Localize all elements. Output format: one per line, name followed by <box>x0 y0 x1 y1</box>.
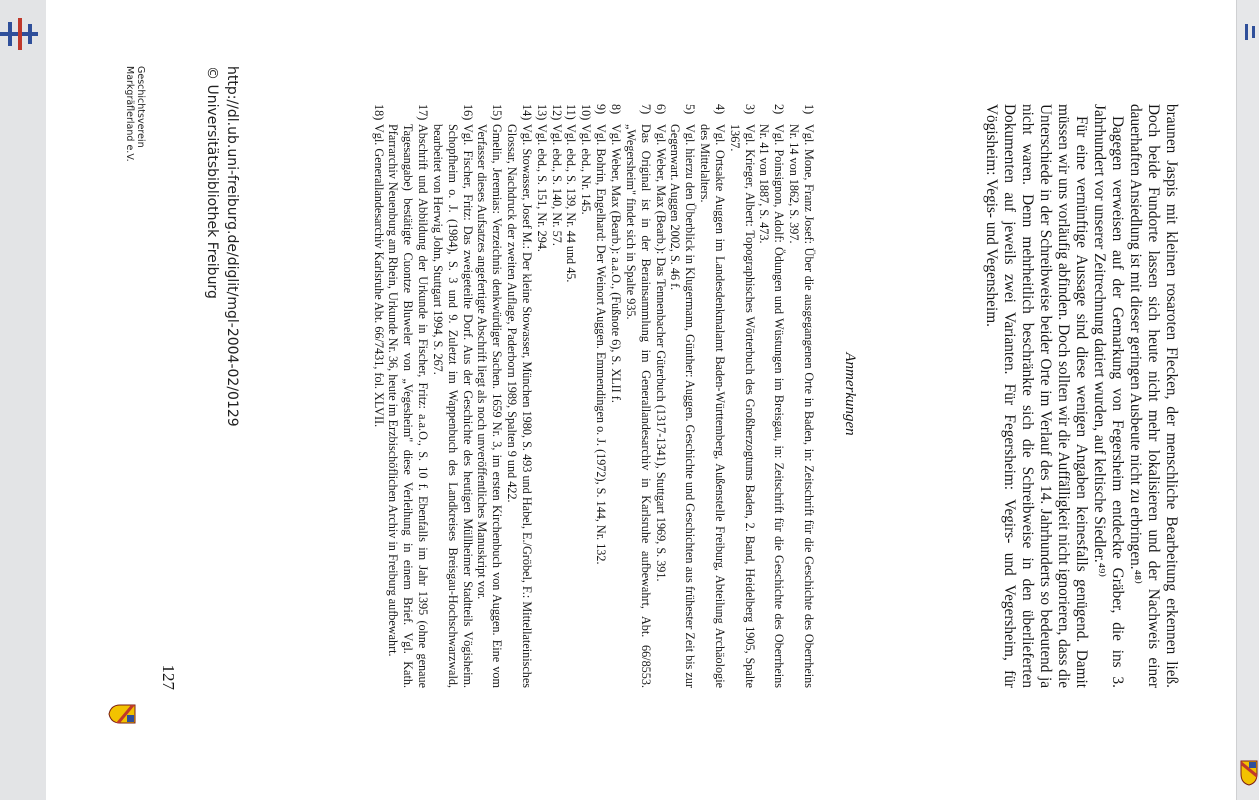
society-line: Markgräflerland e.V. <box>124 66 135 162</box>
page-number: 127 <box>159 664 178 690</box>
footnote-number: 17) <box>416 104 431 121</box>
footnote-number: 15) <box>490 104 505 121</box>
society-line: Geschichtsverein <box>135 66 146 148</box>
footnotes-list <box>371 104 816 688</box>
footnote <box>593 104 608 688</box>
body-paragraph: braunen Jaspis mit kleinen rosaroten Flecken, der menschliche Bearbeitung erkennen ließ. Doch beide Fundorte lassen sich heute nicht mehr lokalisieren und der Nachweis einer dauerhaften Ansiedlung ist mit dieser geringen Ausbeute nicht zu erbringen.⁴⁸⁾ <box>1127 104 1180 688</box>
society-credit <box>124 66 146 266</box>
footnote <box>564 104 579 688</box>
footnote <box>475 104 505 688</box>
footnote-text: Vgl. Poinsignon, Adolf: Ödungen und Wüstungen im Breisgau, in: Zeitschrift für die Geschichte des Oberrheins Nr. 41 von 1887, S. 473. <box>757 124 787 688</box>
footnote-number: 16) <box>460 104 475 121</box>
notes-heading: Anmerkungen <box>842 352 858 436</box>
footnote-number: 5) <box>683 104 698 115</box>
footnote-number: 9) <box>594 104 609 115</box>
footnote-number: 13) <box>534 104 549 121</box>
page-edge-divider <box>1236 0 1237 800</box>
copyright-notice: © Universitätsbibliothek Freiburg <box>204 66 220 299</box>
footnote-number: 2) <box>772 104 787 115</box>
viewer-left-strip <box>0 0 46 800</box>
page-content-rotated <box>90 66 1180 694</box>
footnote <box>504 104 534 688</box>
footnote <box>549 104 564 688</box>
footnote <box>608 104 623 688</box>
footnote-number: 10) <box>579 104 594 121</box>
footnote-text: Vgl. Weber, Max (Bearb.): a.a.O., (Fußnote 6), S. XLII f. <box>609 124 624 403</box>
footnote-text: Vgl. Ortsakte Auggen im Landesdenkmalamt Baden-Württemberg, Außenstelle Freiburg, Abteilung Archäologie des Mittelalters. <box>698 124 727 688</box>
footnote-number: 12) <box>549 104 564 121</box>
footnote-number: 4) <box>712 104 727 115</box>
footnote <box>579 104 594 688</box>
footnote-text: Das Original ist in der Berainsammlung im Generallandesarchiv in Karlsruhe aufbewahrt, Abt. 66/8553. „Wegersheim" findet sich in Spalte 935. <box>623 124 653 688</box>
society-crest-icon <box>108 704 136 724</box>
footnote <box>668 104 698 688</box>
footnote <box>371 104 386 688</box>
footnote-text: Vgl. ebd., Nr. 145. <box>579 124 594 215</box>
footnote <box>757 104 787 688</box>
footnote-number: 18) <box>371 104 386 121</box>
footnote-text: Vgl. ebd., S. 139, Nr. 44 und 45. <box>564 124 579 283</box>
footnote-number: 8) <box>609 104 624 115</box>
footnote-text: Vgl. hierzu den Überblick in Klugermann, Günther: Auggen. Geschichte und Geschichten aus frühester Zeit bis zur Gegenwart. Auggen 2002, S. 46 f. <box>668 124 698 688</box>
footnote <box>786 104 816 688</box>
scanned-page <box>50 0 1236 800</box>
footnote-number: 3) <box>742 104 757 115</box>
footnote-text: Vgl. Fischer, Fritz: Das zweigeteilte Dorf. Aus der Geschichte des heutigen Müllheimer Stadtteils Vögisheim. Schopfheim o. J. (1984), S. 3 und 9. Zuletzt im Wappenbuch des Landkreises Breisgau-Hochschwarzwald, bearbeitet von Herwig John, Stuttgart 1994, S. 267. <box>430 124 475 688</box>
body-paragraph: Für eine vernünftige Aussage sind diese wenigen Angaben keinesfalls genügend. Damit müssen wir uns vorläufig abfinden. Doch sollten wir die Auffälligkeit nicht ignorieren, dass die Unterschiede in der Schreibweise beider Orte im Verlauf des 14. Jahrhunderts so bedeutend ja nicht waren. Denn mehrheitlich beschränkte sich die Schreibweise in den überlieferten Dokumenten auf jeweils zwei Varianten. Für Fegersheim: Vegirs- und Vegersheim, für Vögisheim: Vegis- und Vegensheim. <box>983 104 1090 688</box>
body-paragraph: Dagegen verweisen auf der Gemarkung von Fegersheim entdeckte Gräber, die ins 3. Jahrhundert vor unserer Zeitrechnung datiert wurden, auf keltische Siedler.⁴⁹⁾ <box>1091 104 1126 688</box>
footnote-number: 7) <box>638 104 653 115</box>
society-crest-icon <box>1240 760 1258 786</box>
footnote-text: Vgl. ebd., S. 140, Nr. 57. <box>549 124 564 246</box>
footnote-number: 6) <box>653 104 668 115</box>
footnote <box>697 104 727 688</box>
footnote-number: 14) <box>519 104 534 121</box>
footnote <box>653 104 668 688</box>
footnote-text: Vgl. Krieger, Albert: Topographisches Wörterbuch des Großherzogtums Baden, 2. Band, Heidelberg 1905, Spalte 1367. <box>727 124 757 688</box>
permalink-url[interactable]: http://dl.ub.uni-freiburg.de/diglit/mgl-2004-02/0129 <box>224 66 240 427</box>
footnote <box>727 104 757 688</box>
footnote <box>623 104 653 688</box>
footnote <box>534 104 549 688</box>
footnote-number: 11) <box>564 104 579 120</box>
footnote-text: Vgl. Weber, Max (Bearb.): Das Tennenbacher Güterbuch (1317-1341), Stuttgart 1969, S. 391. <box>653 124 668 582</box>
footnote-text: Vgl. Generallandesarchiv Karlsruhe Abt. 66/7431, fol. XLVII. <box>371 124 386 428</box>
viewer-right-strip <box>1236 0 1259 800</box>
body-text <box>982 104 1180 688</box>
footnote <box>430 104 475 688</box>
footnote-number: 1) <box>802 104 816 115</box>
footnote-text: Vgl. Mone, Franz Josef: Über die ausgegangenen Orte in Baden, in: Zeitschrift für die Geschichte des Oberrheins Nr. 14 von 1862, S. 397. <box>787 124 816 688</box>
footnote-text: Abschrift und Abbildung der Urkunde in Fischer, Fritz: a.a.O., S. 10 f. Ebenfalls im Jahr 1395 (ohne genaue Tagesangabe) bestätigte Cuontze Bluweler von „Vegesheim" diese Verleihung in einem Brief. Vgl. Kath. Pfarrarchiv Neuenburg am Rhein, Urkunde Nr. 36, heute im Erzbischöflichen Archiv in Freiburg aufbewahrt. <box>386 124 431 688</box>
footnote <box>386 104 431 688</box>
footnote-text: Gmelin, Jeremias: Verzeichnis denkwürdiger Sachen. 1659 Nr. 3, im ersten Kirchenbuch von Auggen. Eine vom Verfasser dieses Aufsatzes angefertigte Abschrift liegt als noch unveröffentliches Manuskript vor. <box>475 124 505 688</box>
footnote-text: Vgl. ebd., S. 151, Nr. 294. <box>534 124 549 252</box>
ub-freiburg-logo-icon <box>0 14 46 54</box>
ub-freiburg-logo-icon <box>1243 22 1257 42</box>
footnote-text: Vgl. Bohrin, Engelhard: Der Weinort Auggen. Emmendingen o. J. (1972), S. 144, Nr. 132. <box>594 124 609 565</box>
footnote-text: Vgl. Stowasser, Josef M.: Der kleine Stowasser, München 1980, S. 493 und Habel, E./Gröbel, F.: Mittellateinisches Glossar, Nachdruck der zweiten Auflage, Paderborn 1989, Spalten 9 und 422. <box>505 124 534 688</box>
